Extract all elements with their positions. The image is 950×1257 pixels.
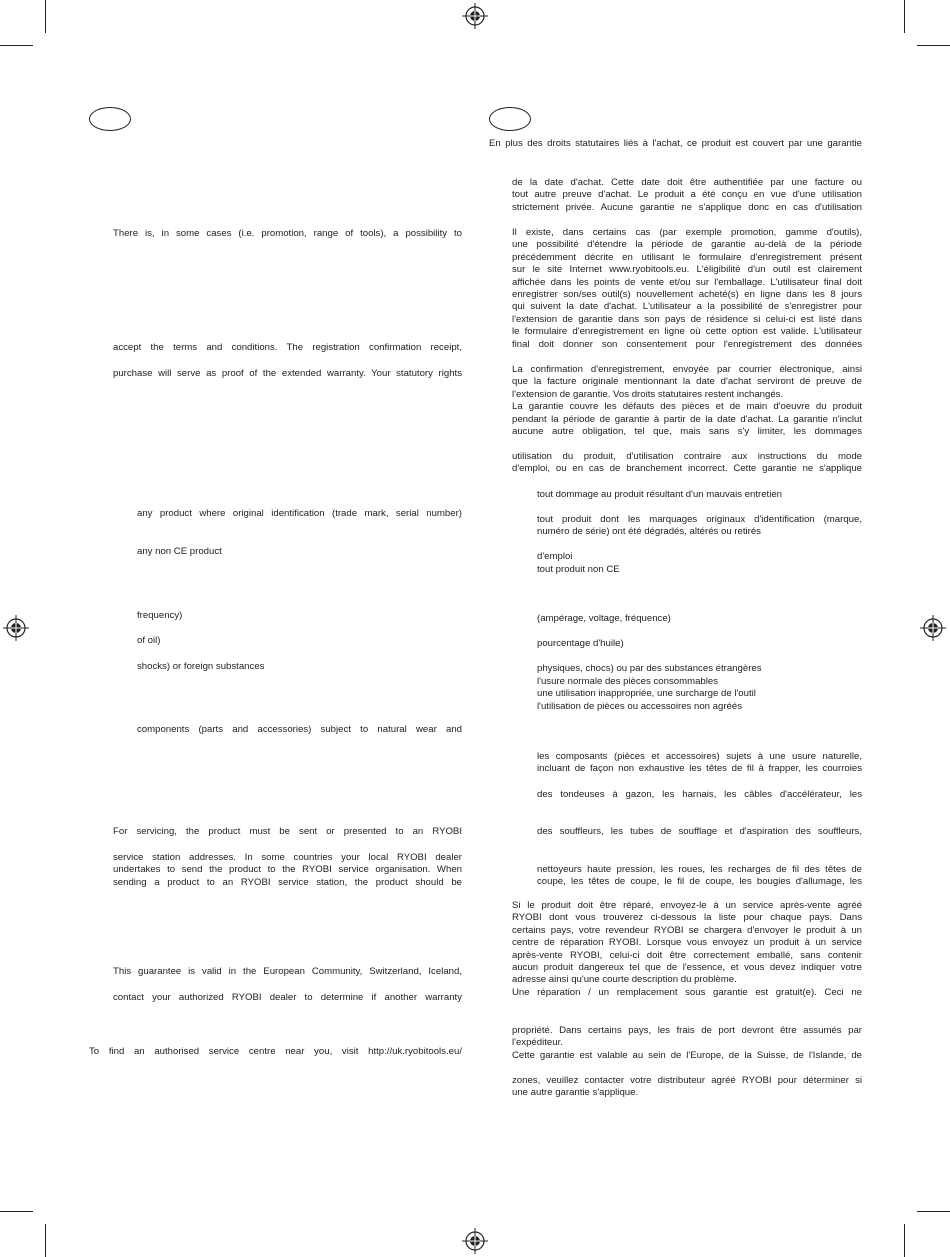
en-exclusion-frequency: frequency) xyxy=(137,610,183,621)
en-servicing-paragraph xyxy=(113,852,462,889)
fr-exclusion-current: (ampérage, voltage, fréquence) xyxy=(537,613,671,624)
text-line: qui suivent la date d'achat. L'utilisateur a la possibilité de s'enregistrer pour xyxy=(512,301,862,313)
fr-exclusion-wear: l'usure normale des pièces consommables xyxy=(537,676,719,687)
fr-exclusion-components xyxy=(537,751,862,776)
text-line: sending a product to an RYOBI service station, the product should be xyxy=(113,876,462,888)
text-line: undertakes to send the product to the RYOBI service organisation. When xyxy=(113,864,462,876)
fr-usage-paragraph xyxy=(512,451,862,476)
text-line: aucun produit dangereux tel que de l'essence, et vous devez indiquer votre xyxy=(512,962,862,974)
fr-intro: En plus des droits statutaires liés à l'achat, ce produit est couvert par une garantie xyxy=(489,138,862,149)
text-line: l'extension de garantie. Vos droits statutaires restent inchangés. xyxy=(512,388,784,400)
text-line: incluant de façon non exhaustive les têtes de fil à frapper, les courroies xyxy=(537,763,862,775)
text-line: affichée dans les points de vente et/ou sur l'emballage. L'utilisateur final doit xyxy=(512,276,862,288)
text-line: Si le produit doit être réparé, envoyez-le à un service après-vente agréé xyxy=(512,900,862,911)
en-promotion-intro: There is, in some cases (i.e. promotion, range of tools), a possibility to xyxy=(113,228,462,239)
fr-exclusion-markings xyxy=(537,514,862,539)
registration-mark-icon xyxy=(462,3,488,29)
text-line: après-vente RYOBI, celui-ci doit être correctement emballé, sans contenir xyxy=(512,949,862,961)
en-servicing-line: For servicing, the product must be sent or presented to an RYOBI xyxy=(113,826,462,837)
en-exclusion-components: components (parts and accessories) subject to natural wear and xyxy=(137,724,462,735)
registration-mark-icon xyxy=(3,615,29,641)
text-line: adresse ainsi qu'une courte description du problème. xyxy=(512,974,737,986)
en-exclusion-oil: of oil) xyxy=(137,635,161,646)
crop-mark-bottom-right-h xyxy=(917,1211,950,1212)
text-line: tout autre preuve d'achat. Le produit a été conçu en vue d'une utilisation xyxy=(512,189,862,201)
text-line: les composants (pièces et accessoires) sujets à une usure naturelle, xyxy=(537,751,862,762)
fr-exclusion-blowers: des souffleurs, les tubes de soufflage et d'aspiration des souffleurs, xyxy=(537,826,862,837)
text-line: aucune autre obligation, tel que, mais sans s'y limiter, les dommages xyxy=(512,426,862,438)
text-line: une possibilité d'étendre la période de garantie au-delà de la période xyxy=(512,239,862,251)
text-line: d'emploi, ou en cas de branchement incorrect. Cette garantie ne s'applique xyxy=(512,463,862,475)
text-line: de la date d'achat. Cette date doit être authentifiée par une facture ou xyxy=(512,177,862,188)
text-line: La confirmation d'enregistrement, envoyée par courrier électronique, ainsi xyxy=(512,364,862,375)
crop-mark-bottom-right-v xyxy=(904,1224,905,1257)
en-exclusion-shocks: shocks) or foreign substances xyxy=(137,661,265,672)
text-line: La garantie couvre les défauts des pièces et de main d'oeuvre du produit xyxy=(512,401,862,413)
registration-mark-icon xyxy=(920,615,946,641)
fr-exclusion-maintenance: tout dommage au produit résultant d'un mauvais entretien xyxy=(537,489,783,500)
fr-confirmation-paragraph xyxy=(512,364,862,438)
text-line: sur le site Internet www.ryobitools.eu. L'éligibilité d'un outil est clairement xyxy=(512,264,862,276)
fr-exclusion-mowers: des tondeuses à gazon, les harnais, les câbles d'accélérateur, les xyxy=(537,789,862,800)
text-line: strictement privée. Aucune garantie ne s'applique donc en cas d'utilisation xyxy=(512,201,862,213)
registration-mark-icon xyxy=(462,1228,488,1254)
en-exclusion-identification: any product where original identification (trade mark, serial number) xyxy=(137,508,462,519)
text-line: final doit donner son consentement pour l'enregistrement des données xyxy=(512,338,862,350)
text-line: numéro de série) ont été dégradés, altérés ou retirés xyxy=(537,526,761,538)
fr-other-zones-paragraph xyxy=(512,1075,862,1100)
fr-purchase-date-paragraph xyxy=(512,177,862,214)
fr-shipping-paragraph xyxy=(512,1025,862,1062)
fr-extension-paragraph xyxy=(512,227,862,351)
en-guarantee-valid: This guarantee is valid in the European Community, Switzerland, Iceland, xyxy=(113,966,462,977)
en-exclusion-non-ce: any non CE product xyxy=(137,546,222,557)
fr-exclusion-pressure-washers xyxy=(537,864,862,889)
text-line: précédemment décrite en utilisant le formulaire d'enregistrement présent xyxy=(512,251,862,263)
language-badge-en xyxy=(89,107,131,131)
text-line: certains pays, votre revendeur RYOBI se chargera d'envoyer le produit à un xyxy=(512,924,862,936)
crop-mark-bottom-left-v xyxy=(45,1224,46,1257)
text-line: pendant la période de garantie à partir de la date d'achat. La garantie n'inclut xyxy=(512,413,862,425)
en-find-service-centre: To find an authorised service centre near you, visit http://uk.ryobitools.eu/ xyxy=(89,1046,462,1057)
text-line: RYOBI dont vous trouverez ci-dessous la liste pour chaque pays. Dans xyxy=(512,912,862,924)
text-line: propriété. Dans certains pays, les frais de port devront être assumés par xyxy=(512,1025,862,1036)
text-line: enregistrer son/ses outil(s) nouvellement acheté(s) en ligne dans les 8 jours xyxy=(512,289,862,301)
text-line: une autre garantie s'applique. xyxy=(512,1087,639,1099)
crop-mark-top-right-h xyxy=(917,45,950,46)
crop-mark-top-left-v xyxy=(45,0,46,33)
text-line: tout produit dont les marquages originaux d'identification (marque, xyxy=(537,514,862,525)
text-line: Cette garantie est valable au sein de l'Europe, de la Suisse, de l'Islande, de xyxy=(512,1049,862,1061)
fr-exclusion-misuse: une utilisation inappropriée, une surcharge de l'outil xyxy=(537,688,756,699)
text-line: service station addresses. In some countries your local RYOBI dealer xyxy=(113,852,462,863)
text-line: utilisation du produit, d'utilisation contraire aux instructions du mode xyxy=(512,451,862,462)
fr-exclusion-physical: physiques, chocs) ou par des substances étrangères xyxy=(537,663,762,674)
text-line: Il existe, dans certains cas (par exemple promotion, gamme d'outils), xyxy=(512,227,862,238)
text-line: l'expéditeur. xyxy=(512,1037,563,1049)
en-proof-of-warranty: purchase will serve as proof of the extended warranty. Your statutory rights xyxy=(113,368,462,379)
fr-repair-paragraph xyxy=(512,900,862,999)
crop-mark-bottom-left-h xyxy=(0,1211,33,1212)
fr-exclusion-non-ce: tout produit non CE xyxy=(537,564,620,575)
language-badge-fr xyxy=(489,107,531,131)
text-line: zones, veuillez contacter votre distributeur agréé RYOBI pour déterminer si xyxy=(512,1075,862,1086)
fr-exclusion-oil: pourcentage d'huile) xyxy=(537,638,624,649)
crop-mark-top-left-h xyxy=(0,45,33,46)
fr-exclusion-unapproved: l'utilisation de pièces ou accessoires non agréés xyxy=(537,701,743,712)
text-line: coupe, les têtes de coupe, le fil de coupe, les bougies d'allumage, les xyxy=(537,876,862,888)
text-line: le formulaire d'enregistrement en ligne où cette option est valide. L'utilisateur xyxy=(512,326,862,338)
text-line: nettoyeurs haute pression, les roues, les recharges de fil des têtes de xyxy=(537,864,862,875)
text-line: centre de réparation RYOBI. Lorsque vous envoyez un produit à un service xyxy=(512,937,862,949)
crop-mark-top-right-v xyxy=(904,0,905,33)
en-contact-dealer: contact your authorized RYOBI dealer to determine if another warranty xyxy=(113,992,462,1003)
text-line: l'extension de garantie dans son pays de résidence si celui-ci est listé dans xyxy=(512,313,862,325)
en-accept-terms: accept the terms and conditions. The registration confirmation receipt, xyxy=(113,342,462,353)
text-line: que la facture originale mentionnant la date d'achat serviront de preuve de xyxy=(512,376,862,388)
fr-exclusion-manual: d'emploi xyxy=(537,551,573,562)
text-line: Une réparation / un remplacement sous garantie est gratuit(e). Ceci ne xyxy=(512,986,862,998)
